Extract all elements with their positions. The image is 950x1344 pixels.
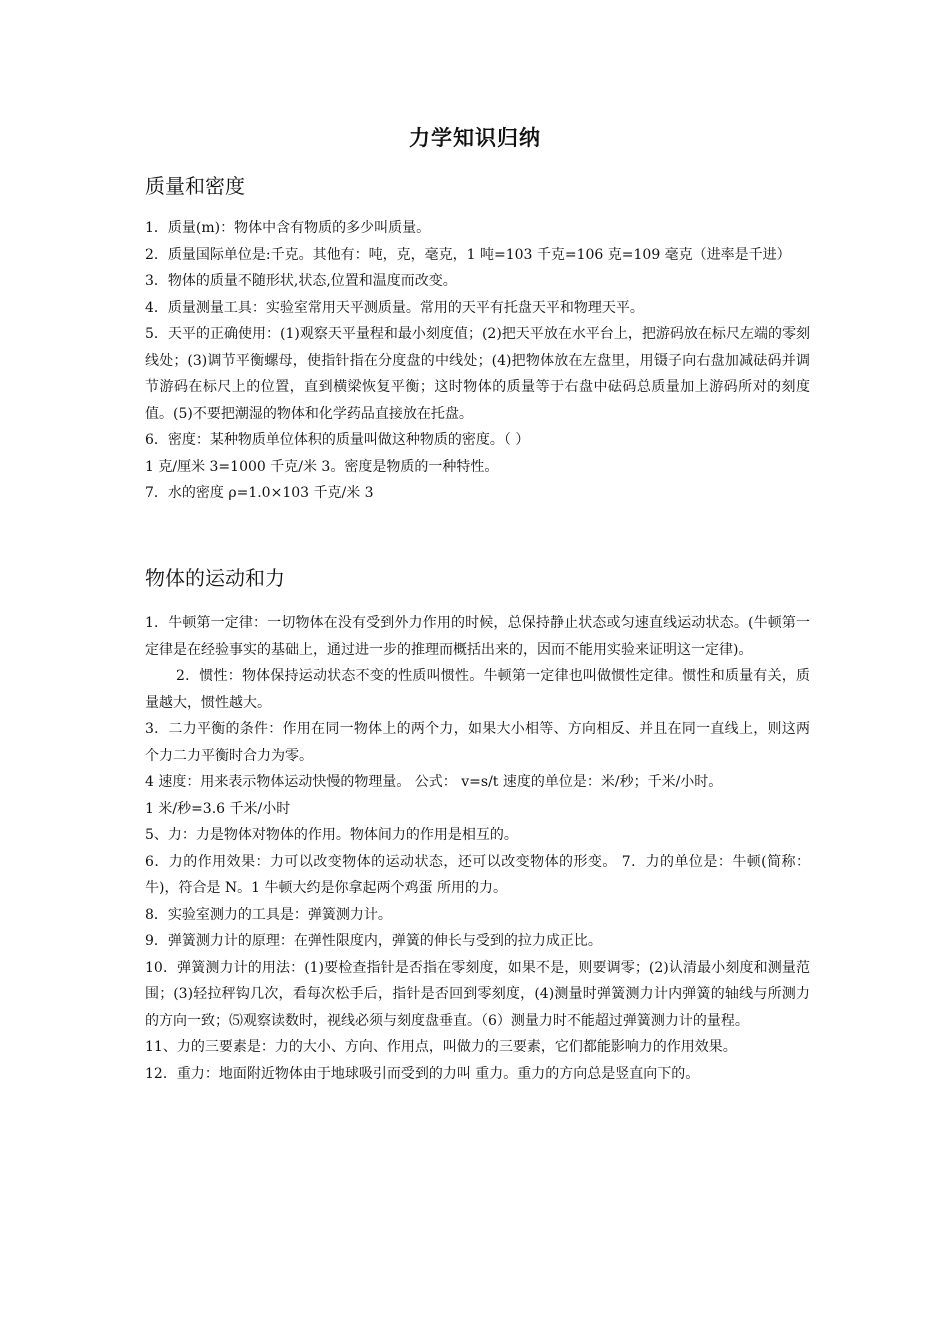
paragraph: 2．质量国际单位是:千克。其他有：吨，克，毫克，1 吨=103 千克=106 克=109 毫克（进率是千进）	[145, 246, 791, 263]
paragraph: 7．水的密度 ρ=1.0×103 千克/米 3	[145, 485, 374, 501]
paragraph: 9．弹簧测力计的原理：在弹性限度内，弹簧的伸长与受到的拉力成正比。	[145, 933, 602, 949]
paragraph: 6．力的作用效果：力可以改变物体的运动状态，还可以改变物体的形变。 7．力的单位是：牛顿(简称：牛)，符合是 N。1 牛顿大约是你拿起两个鸡蛋 所用的力。	[145, 853, 810, 896]
paragraph: 4 速度：用来表示物体运动快慢的物理量。 公式： v=s/t 速度的单位是：米/秒；千米/小时。	[145, 774, 723, 790]
paragraph: 8．实验室测力的工具是：弹簧测力计。	[145, 906, 392, 923]
paragraph: 1 克/厘米 3=1000 千克/米 3。密度是物质的一种特性。	[145, 458, 499, 475]
paragraph: 2．惯性：物体保持运动状态不变的性质叫惯性。牛顿第一定律也叫做惯性定律。惯性和质量有关，质量越大，惯性越大。	[145, 668, 810, 711]
paragraph: 3．二力平衡的条件：作用在同一物体上的两个力，如果大小相等、方向相反、并且在同一直线上，则这两个力二力平衡时合力为零。	[145, 721, 810, 764]
paragraph: 10．弹簧测力计的用法：(1)要检查指针是否指在零刻度，如果不是，则要调零；(2)认清最小刻度和测量范围；(3)轻拉秤钩几次，看每次松手后，指针是否回到零刻度，(4)测量时弹簧测力计内弹簧的轴线与所测力的方向一致；⑸观察读数时，视线必须与刻度盘垂直。（6）测量力时不能超过弹簧测力计的量程。	[145, 959, 810, 1029]
paragraph: 1 米/秒=3.6 千米/小时	[145, 800, 291, 817]
paragraph: 4．质量测量工具：实验室常用天平测质量。常用的天平有托盘天平和物理天平。	[145, 299, 644, 316]
section-mass-density	[145, 172, 810, 507]
paragraph: 11、力的三要素是：力的大小、方向、作用点，叫做力的三要素，它们都能影响力的作用效果。	[145, 1039, 737, 1055]
section-heading: 物体的运动和力	[145, 566, 285, 590]
document-title: 力学知识归纳	[409, 126, 541, 150]
paragraph: 3．物体的质量不随形状,状态,位置和温度而改变。	[145, 273, 457, 289]
section-motion-force	[145, 564, 810, 1087]
paragraph: 12．重力：地面附近物体由于地球吸引而受到的力叫 重力。重力的方向总是竖直向下的。	[145, 1065, 700, 1082]
paragraph: 5．天平的正确使用：(1)观察天平量程和最小刻度值；(2)把天平放在水平台上，把游码放在标尺左端的零刻线处；(3)调节平衡螺母，使指针指在分度盘的中线处；(4)把物体放在左盘里，用镊子向右盘加减砝码并调节游码在标尺上的位置，直到横梁恢复平衡；这时物体的质量等于右盘中砝码总质量加上游码所对的刻度值。(5)不要把潮湿的物体和化学药品直接放在托盘。	[145, 326, 810, 422]
paragraph: 5、力：力是物体对物体的作用。物体间力的作用是相互的。	[145, 827, 518, 843]
paragraph: 1．牛顿第一定律：一切物体在没有受到外力作用的时候，总保持静止状态或匀速直线运动状态。(牛顿第一定律是在经验事实的基础上，通过进一步的推理而概括出来的，因而不能用实验来证明这一定律)。	[145, 615, 810, 658]
section-heading: 质量和密度	[145, 174, 245, 198]
paragraph: 6．密度：某种物质单位体积的质量叫做这种物质的密度。（ ）	[145, 432, 530, 448]
paragraph: 1．质量(m)：物体中含有物质的多少叫质量。	[145, 220, 431, 236]
